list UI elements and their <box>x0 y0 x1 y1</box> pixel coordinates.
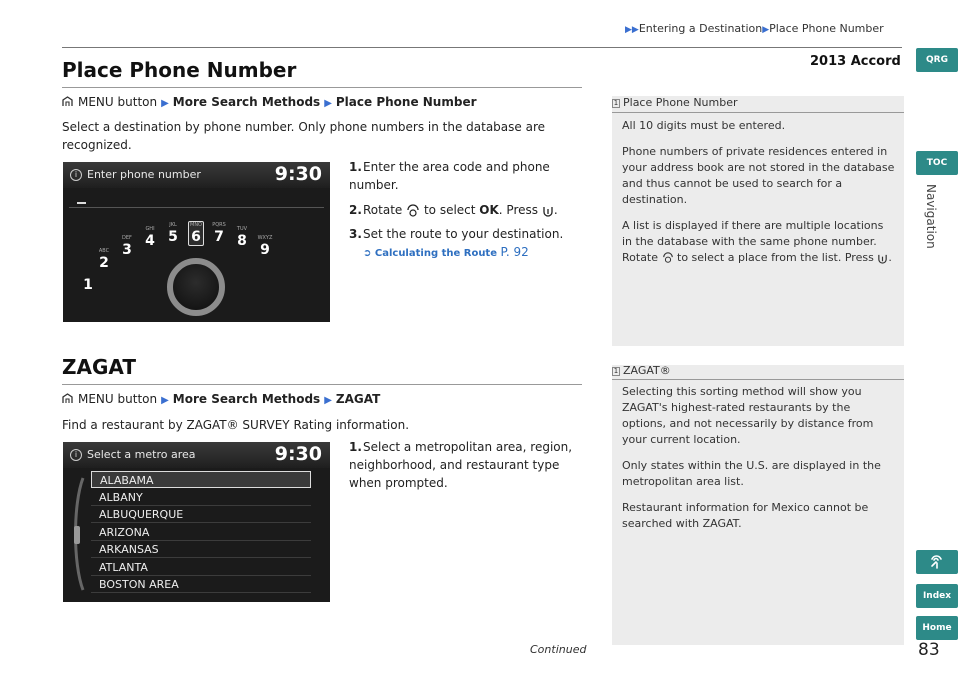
breadcrumb-arrow-icon: ▶▶ <box>625 25 639 35</box>
enter-button-icon <box>877 253 888 264</box>
step-2: 2.Rotate to select OK. Press . <box>349 203 558 217</box>
keypad-key[interactable]: GHI 4 <box>145 226 155 249</box>
screen-title: Enter phone number <box>87 168 201 181</box>
menu-path-item: Place Phone Number <box>335 95 477 109</box>
section-divider <box>62 384 582 385</box>
keypad-key[interactable]: TUV 8 <box>236 226 248 249</box>
menu-path-zagat <box>62 392 380 406</box>
link-arrow-icon: ➲ <box>363 248 372 259</box>
screen-clock: 9:30 <box>274 443 322 465</box>
metro-list-item[interactable]: BOSTON AREA <box>91 576 311 593</box>
section-divider <box>62 87 582 88</box>
home-icon <box>62 96 73 107</box>
menu-path-item: More Search Methods <box>172 95 321 109</box>
note-text: Selecting this sorting method will show you ZAGAT's highest-rated restaurants by the options, and not necessarily by distance from your current location. <box>622 385 874 446</box>
menu-path-start: MENU button <box>78 95 158 109</box>
breadcrumb-item-2: Place Phone Number <box>769 22 884 35</box>
breadcrumb <box>625 22 884 35</box>
home-tab[interactable]: Home <box>916 616 958 640</box>
index-tab[interactable]: Index <box>916 584 958 608</box>
keypad-key-selected[interactable]: MNO 6 <box>190 222 202 245</box>
phone-number-screen <box>63 162 330 322</box>
screen-title: Select a metro area <box>87 448 196 461</box>
voice-tab[interactable] <box>916 550 958 574</box>
menu-path-item: ZAGAT <box>335 392 381 406</box>
text-cursor <box>77 202 86 204</box>
menu-path-start: MENU button <box>78 392 158 406</box>
enter-button-icon <box>542 205 554 217</box>
keypad-key[interactable]: WXYZ 9 <box>257 235 273 258</box>
note-text: Restaurant information for Mexico cannot be searched with ZAGAT. <box>622 501 869 530</box>
keypad-key[interactable]: ABC 2 <box>98 248 110 271</box>
rotate-knob-icon <box>662 252 674 264</box>
metro-list-item[interactable]: ATLANTA <box>91 559 311 576</box>
note-heading-zagat: 1 ZAGAT® <box>613 364 671 377</box>
metro-area-screen <box>63 442 330 602</box>
continued-label: Continued <box>530 643 587 656</box>
keypad-key[interactable]: PQRS 7 <box>212 222 226 245</box>
info-icon: i <box>70 169 82 181</box>
metro-list-item[interactable]: ARIZONA <box>91 524 311 541</box>
note-divider <box>612 379 904 380</box>
metro-list-item[interactable]: ALBUQUERQUE <box>91 506 311 523</box>
header-divider <box>62 47 902 48</box>
breadcrumb-arrow-icon: ▶ <box>762 25 770 35</box>
section-title-place-phone: Place Phone Number <box>62 58 297 82</box>
menu-arrow-icon: ▶ <box>324 395 332 406</box>
keypad-key[interactable]: JKL 5 <box>168 222 178 245</box>
note-text: All 10 digits must be entered. <box>622 119 786 132</box>
metro-list-item-selected[interactable]: ALABAMA <box>91 471 311 488</box>
menu-path-place-phone <box>62 95 477 109</box>
list-scroll-indicator[interactable] <box>69 474 87 594</box>
section-description: Find a restaurant by ZAGAT® SURVEY Rating information. <box>62 418 410 432</box>
step-1: 1.Enter the area code and phone number. <box>349 160 550 192</box>
menu-arrow-icon: ▶ <box>324 98 332 109</box>
note-heading-phone: 1 Place Phone Number <box>613 96 738 109</box>
screen-clock: 9:30 <box>274 163 322 185</box>
breadcrumb-item-1[interactable]: Entering a Destination <box>638 22 763 35</box>
menu-path-item: More Search Methods <box>172 392 321 406</box>
step-3: 3.Set the route to your destination. <box>349 227 564 241</box>
note-divider <box>612 112 904 113</box>
note-text: Only states within the U.S. are displayed in the metropolitan area list. <box>622 459 881 488</box>
section-title-zagat: ZAGAT <box>62 355 136 379</box>
keypad-key[interactable]: DEF 3 <box>122 235 132 258</box>
section-tab-navigation[interactable]: Navigation <box>924 184 938 249</box>
voice-command-icon <box>929 555 945 569</box>
model-label: 2013 Accord <box>810 54 901 69</box>
section-description: Select a destination by phone number. Only phone numbers in the database are recognized. <box>62 120 545 152</box>
metro-list-item[interactable]: ARKANSAS <box>91 541 311 558</box>
selector-dial <box>167 258 225 316</box>
home-icon <box>62 393 73 404</box>
toc-tab[interactable]: TOC <box>916 151 958 175</box>
note-text: Phone numbers of private residences entered in your address book are not stored in the database and thus cannot be used to search for a destination. <box>622 145 895 206</box>
cross-reference-link[interactable]: ➲ Calculating the Route P. 92 <box>363 245 529 259</box>
zagat-step-1: 1.Select a metropolitan area, region, neighborhood, and restaurant type when prompted. <box>349 440 573 490</box>
metro-list-item[interactable]: ALBANY <box>91 489 311 506</box>
rotate-knob-icon <box>406 204 420 218</box>
note-text: A list is displayed if there are multiple locations in the database with the same phone number. Rotate to select a place from the list. Press . <box>622 219 892 264</box>
menu-arrow-icon: ▶ <box>161 395 169 406</box>
menu-arrow-icon: ▶ <box>161 98 169 109</box>
qrg-tab[interactable]: QRG <box>916 48 958 72</box>
info-icon: i <box>70 449 82 461</box>
phone-number-field[interactable] <box>69 190 324 208</box>
keypad-key[interactable]: 1 <box>83 277 93 293</box>
page-number: 83 <box>918 640 940 660</box>
